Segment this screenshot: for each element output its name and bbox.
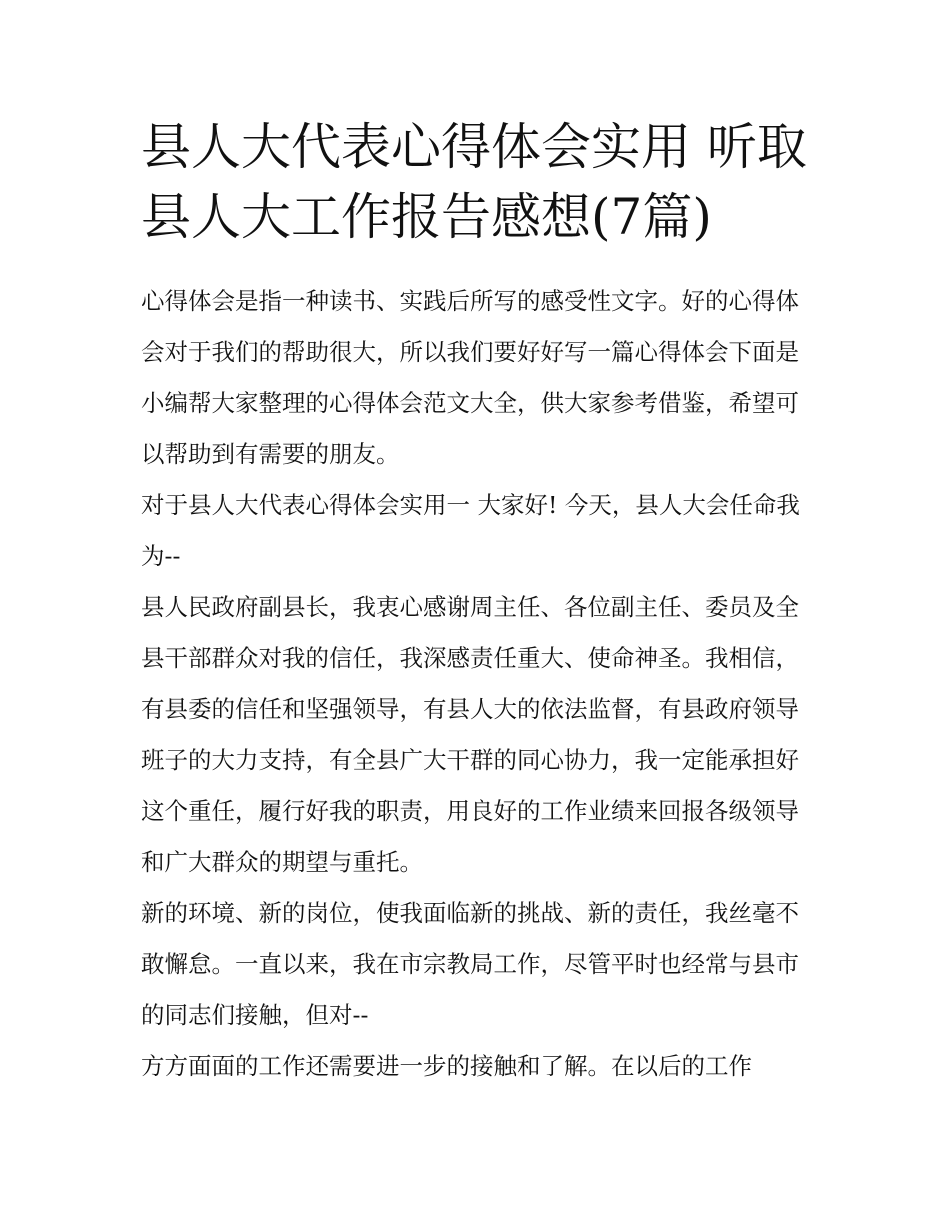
- paragraph-intro: 心得体会是指一种读书、实践后所写的感受性文字。好的心得体会对于我们的帮助很大，所以我们要好好写一篇心得体会下面是小编帮大家整理的心得体会范文大全，供大家参考借鉴，希望可以帮助到有需要的朋友。: [141, 287, 799, 468]
- paragraph-1: 对于县人大代表心得体会实用一 大家好! 今天，县人大会任命我为--: [141, 491, 800, 570]
- paragraph-3: 新的环境、新的岗位，使我面临新的挑战、新的责任，我丝毫不敢懈怠。一直以来，我在市宗教局工作，尽管平时也经常与县市的同志们接触，但对--: [141, 899, 799, 1029]
- paragraph-2: 县人民政府副县长，我衷心感谢周主任、各位副主任、委员及全县干部群众对我的信任，我深感责任重大、使命神圣。我相信，有县委的信任和坚强领导，有县人大的依法监督，有县政府领导班子的大力支持，有全县广大干群的同心协力，我一定能承担好这个重任，履行好我的职责，用良好的工作业绩来回报各级领导和广大群众的期望与重托。: [141, 593, 799, 876]
- document-body: [141, 112, 821, 1092]
- paragraph-4: 方方面面的工作还需要进一步的接触和了解。在以后的工作: [141, 1052, 752, 1080]
- document-title: 县人大代表心得体会实用 听取县人大工作报告感想(7篇): [141, 118, 807, 246]
